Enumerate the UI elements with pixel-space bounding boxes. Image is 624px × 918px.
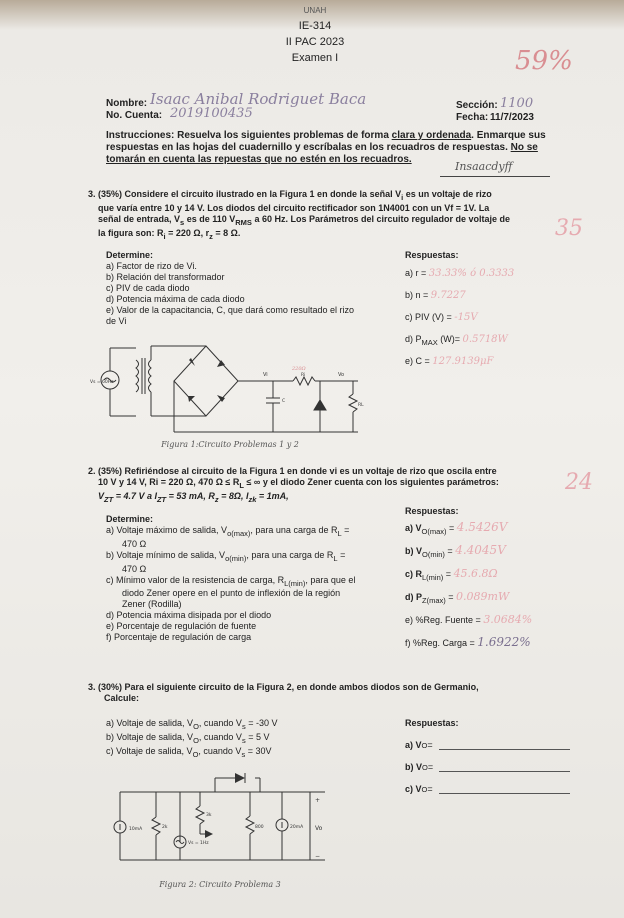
q2-answer-f: 1.6922%	[477, 635, 531, 649]
fig2-i1-label: 10mA	[129, 827, 143, 832]
university-header: UNAH	[303, 6, 327, 15]
name-label: Nombre:	[106, 98, 148, 109]
figure-2-caption: Figura 2: Circuito Problema 3	[159, 880, 281, 889]
period: II PAC 2023	[285, 36, 345, 48]
q1-answer-a: 33.33% ó 0.3333	[428, 268, 515, 279]
fig1-source-label: Vs = 60Hz	[90, 380, 114, 385]
resistor-3k-icon	[196, 806, 204, 824]
q2-item: e) Porcentaje de regulación de fuente	[106, 621, 257, 632]
q1-item: e) Valor de la capacitancia, C, que dará como resultado el rizo	[106, 305, 354, 315]
q2-statement: 2. (35%) Refiriéndose al circuito de la Figura 1 en donde vi es un voltaje de rizo que oscila entre 10 V y 14 V, Ri = 220 Ω, 470 $\Omega \le R_L$ ≤ ∞ y el diodo Zener cuenta con los siguientes parámetros: $V_{ZT} = 4.7$ V a $I_{ZT} = 53$ mA, $R_z = 8\Omega$, $I_{zk} = 1mA$,	[88, 466, 499, 504]
fig2-plus-label: +	[315, 797, 321, 804]
q3-item: a) Voltaje de salida, $V_O$, cuando $V_s = -30$ V	[106, 718, 278, 731]
q2-answer-a: 4.5426V	[456, 520, 508, 534]
transformer-primary-icon	[136, 360, 139, 392]
date-value: 11/7/2023	[490, 112, 534, 123]
fig1-c-label: C	[282, 399, 286, 404]
bridge-rectifier-icon	[174, 346, 238, 416]
diode-icon	[205, 830, 213, 838]
q2-item: d) Potencia máxima disipada por el diodo	[106, 610, 272, 621]
diode-icon	[235, 773, 245, 783]
q2-item: c) Mínimo valor de la resistencia de carga, $R_{L(min)}$, para que el	[106, 574, 356, 588]
q1-item: c) PIV de cada diodo	[106, 283, 190, 293]
load-resistor-icon	[349, 394, 357, 412]
q3-answer-c[interactable]	[439, 784, 570, 794]
date-label: Fecha:	[456, 112, 489, 123]
diode-icon	[188, 396, 195, 402]
fig1-vi-label: Vi	[263, 372, 268, 378]
q1-item: d) Potencia máxima de cada diodo	[106, 294, 245, 304]
q3-answers: Respuestas: a) V O = b) V O = c) V O =	[405, 718, 570, 806]
q1-score: 35	[555, 216, 583, 241]
fig2-i2-label: 20mA	[290, 825, 304, 830]
q1-item: a) Factor de rizo de Vi.	[106, 261, 197, 271]
name-value: Isaac Anibal Rodriguet Baca	[150, 90, 367, 108]
instructions-label: Instrucciones:	[106, 130, 175, 141]
ri-resistor-icon	[293, 377, 315, 385]
q2-item: b) Voltaje mínimo de salida, $V_{o(min)}$, para una carga de $R_L$ =	[106, 549, 346, 563]
q1-answer-d: 0.5718W	[462, 334, 508, 345]
q1-item: de Vi	[106, 316, 127, 326]
fig1-handwritten-note: 220Ω	[292, 366, 306, 372]
q3-statement: 3. (30%) Para el siguiente circuito de la Figura 2, en donde ambos diodos son de Germanio, Calcule:	[88, 682, 479, 703]
exam-title: Examen I	[291, 52, 339, 64]
course-code: IE-314	[298, 20, 332, 32]
fig2-r2-label: 3k	[206, 813, 212, 818]
q2-answers: Respuestas: a) $V_{O(max)} = 4.5426V$ b) $V_{O(min)} = 4.4045V$ c) $R_{L(min)} = 45.6.8\Omega$ d) $P_{Z(max)} = 0.089mW$ e) %Reg. Fuente = 3.0684% f) %Reg. Carga = 1.6922%	[405, 506, 533, 649]
section-value: 1100	[500, 96, 534, 111]
figure-1-circuit	[88, 336, 378, 436]
q1-answer-b: 9.7227	[430, 290, 466, 301]
account-label: No. Cuenta:	[106, 110, 163, 121]
fig2-r1-label: 2k	[162, 825, 168, 830]
zener-diode-icon	[314, 400, 326, 410]
q2-answer-d: 0.089mW	[456, 590, 510, 603]
resistor-2k-icon	[152, 817, 160, 835]
q3-items	[106, 718, 366, 759]
resistor-800-icon	[246, 816, 254, 834]
q1-answer-e: 127.9139μF	[432, 356, 494, 367]
q3-item: b) Voltaje de salida, $V_O$, cuando $V_s = 5$ V	[106, 731, 270, 745]
q1-determine: Determine: a) Factor de rizo de Vi. b) Relación del transformador c) PIV de cada diodo d) Potencia máxima de cada diodo e) Valor de la capacitancia, C, que dará como resultado el rizo de Vi	[106, 250, 376, 327]
instructions: Instrucciones: Resuelva los siguientes problemas de forma clara y ordenada. Enmarque sus respuestas en las hojas del cuadernillo y escríbalas en los recuadros de respuestas. No se tomarán en cuenta las repuestas que no estén en los recuadros.	[106, 130, 546, 165]
q2-determine: Determine: a) Voltaje máximo de salida, $V_{o(max)}$, para una carga de $R_L$ = 470 Ω b) Voltaje mínimo de salida, $V_{o(min)}$, para una carga de $R_L$ = 470 Ω c) Mínimo valor de la resistencia de carga, $R_{L(min)}$, para que el diodo Zener opere en el punto de inflexión de la región Zener (Rodilla) d) Potencia máxima disipada por el diodo e) Porcentaje de regulación de fuente f) Porcentaje de regulación de carga	[106, 514, 386, 643]
fig2-vs-label: Vs = 1Hz	[188, 841, 209, 846]
fig1-rl-label: RL	[358, 403, 364, 408]
q3-item: c) Voltaje de salida, $V_O$, cuando $V_s = 30V$	[106, 745, 272, 759]
fig2-r3-label: 800	[255, 825, 264, 830]
fig1-vo-label: Vo	[338, 372, 345, 378]
fig1-ri-label: Ri	[301, 373, 306, 378]
q2-score: 24	[565, 470, 593, 495]
q2-item: a) Voltaje máximo de salida, $V_{o(max)}$, para una carga de $R_L$ =	[106, 525, 350, 538]
q2-answer-b: 4.4045V	[455, 543, 506, 557]
q2-item: f) Porcentaje de regulación de carga	[106, 632, 252, 643]
section-label: Sección:	[456, 100, 498, 111]
fig2-vo-label: Vo	[315, 825, 323, 832]
q1-item: b) Relación del transformador	[106, 272, 225, 282]
q2-answer-c: 45.6.8Ω	[453, 567, 498, 580]
q2-answer-e: 3.0684%	[483, 613, 533, 626]
transformer-secondary-icon	[149, 360, 152, 392]
q1-answer-c: -15V	[454, 312, 478, 323]
account-value: 2019100435	[170, 106, 253, 121]
q3-answer-a[interactable]	[439, 740, 570, 750]
fig2-minus-label: −	[315, 853, 321, 860]
figure-2-circuit	[100, 772, 340, 872]
q1-statement: 3. (35%) Considere el circuito ilustrado en la Figura 1 en donde la señal $V_i$ es un voltaje de rizo que varía entre 10 y 14 V. Los diodos del circuito rectificador son 1N4001 con un Vf = 1V. La señal de entrada, $V_s$ es de 110 $V_{RMS}$ a 60 Hz. Los Parámetros del circuito regulador de voltaje de la figura son: $R_i = 220$ Ω, $r_z = 8$ Ω.	[88, 189, 511, 241]
exam-score: 59%	[515, 46, 573, 76]
q1-answers: Respuestas: a) r = 33.33% ó 0.3333 b) n = 9.7227 c) PIV (V) = -15V d) $P_{MAX}$ (W)= 0.5718W e) C = 127.9139μF	[405, 250, 515, 367]
q3-answer-b[interactable]	[439, 762, 570, 772]
figure-1-caption: Figura 1:Circuito Problemas 1 y 2	[161, 440, 299, 449]
signature-line	[440, 176, 550, 177]
signature: Insaacdyff	[455, 160, 513, 173]
